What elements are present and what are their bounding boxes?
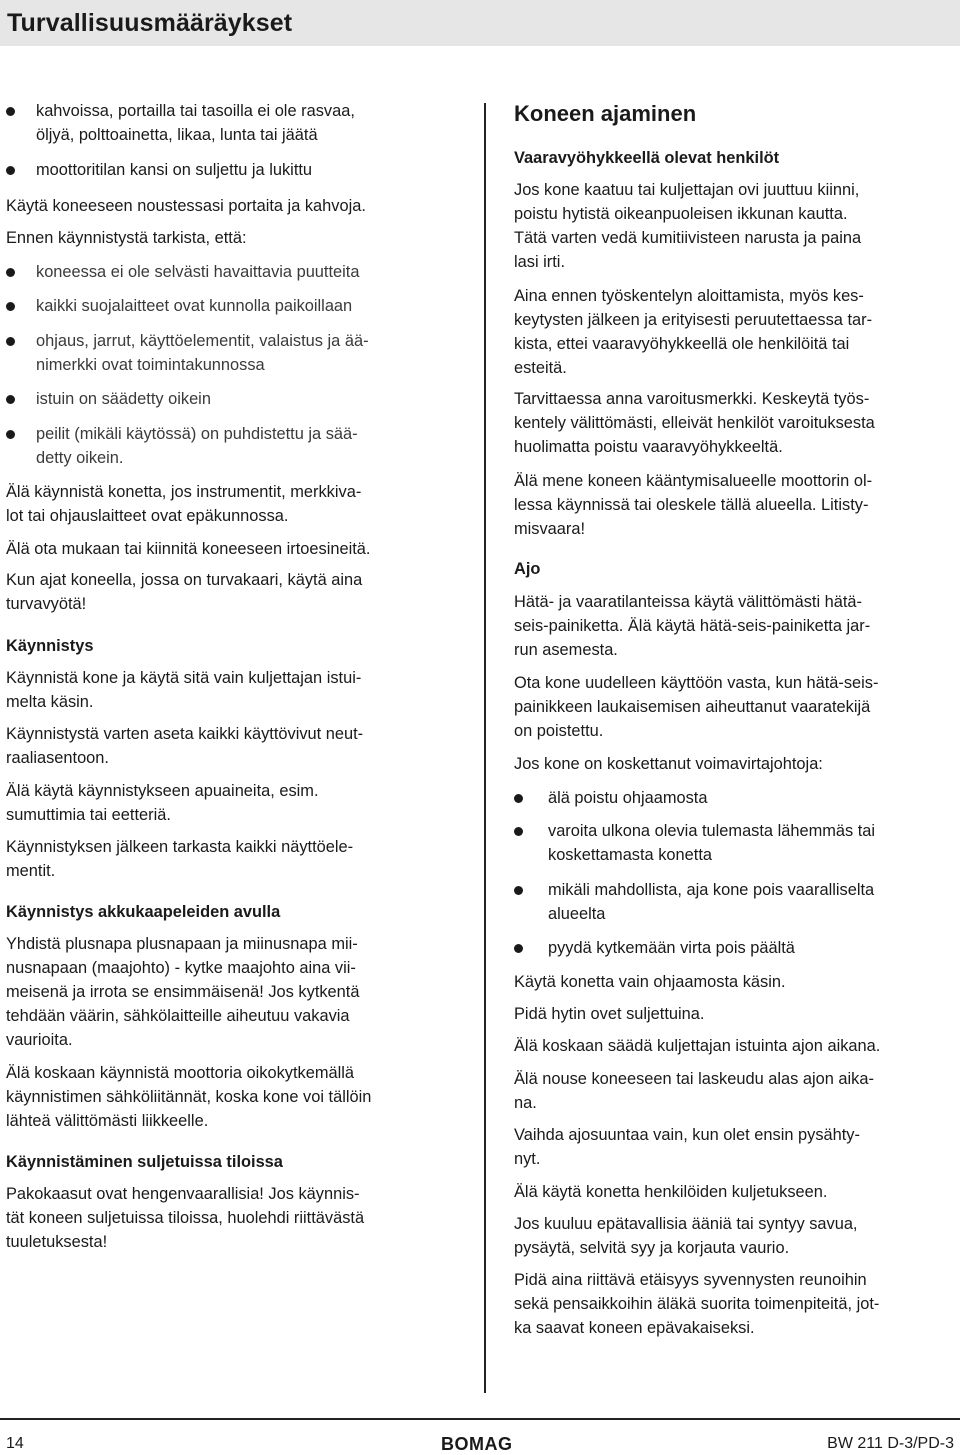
section-heading: Vaaravyöhykkeellä olevat henkilöt [514,149,780,167]
list-item-text: peilit (mikäli käytössä) on puhdistettu ja sää- detty oikein. [36,425,358,467]
bullet-icon [6,268,15,277]
paragraph: Käytä koneeseen noustessasi portaita ja kahvoja. [6,197,366,215]
bullet-icon [6,337,15,346]
paragraph: Jos kone on koskettanut voimavirtajohtoja: [514,755,823,773]
paragraph: Tarvittaessa anna varoitusmerkki. Keskeytä työs- kentely välittömästi, elleivät henkilöt varoituksesta huolimatta poistu vaaravyöhykkeeltä. [514,390,875,456]
paragraph: Aina ennen työskentelyn aloittamista, myös kes- keytysten jälkeen ja erityisesti peruutettaessa tar- kista, ettei vaaravyöhykkeellä ole henkilöitä tai esteitä. [514,287,873,377]
page-title: Turvallisuusmääräykset [7,9,293,37]
list-item-text: moottoritilan kansi on suljettu ja lukittu [36,161,313,179]
paragraph: Jos kone kaatuu tai kuljettajan ovi juuttuu kiinni, poistu hytistä oikeanpuoleisen ikkunan kautta. Tätä varten vedä kumitiivisteen narusta ja paina lasi irti. [514,181,862,271]
paragraph: Vaihda ajosuuntaa vain, kun olet ensin pysähty- nyt. [514,1126,860,1168]
paragraph: Käynnistystä varten aseta kaikki käyttövivut neut- raaliasentoon. [6,725,364,767]
column-divider [484,103,486,1393]
paragraph: Ennen käynnistystä tarkista, että: [6,229,247,247]
paragraph: Yhdistä plusnapa plusnapaan ja miinusnapa mii- nusnapaan (maajohto) - kytke maajohto aina vii- meisenä ja irrota se ensimmäisenä! Jos kytkentä tehdään väärin, sähkölaitteille aiheutuu vakavia vaurioita. [6,935,360,1049]
paragraph: Älä ota mukaan tai kiinnitä koneeseen irtoesineitä. [6,540,371,558]
bullet-icon [6,395,15,404]
list-item-text: istuin on säädetty oikein [36,390,211,408]
section-heading: Käynnistys akkukaapeleiden avulla [6,903,281,921]
list-item-text: kaikki suojalaitteet ovat kunnolla paikoillaan [36,297,353,315]
list-item-text: varoita ulkona olevia tulemasta lähemmäs tai koskettamasta konetta [548,822,876,864]
paragraph: Älä mene koneen kääntymisalueelle moottorin ol- lessa käynnissä tai oleskele tällä alueella. Litisty- misvaara! [514,472,873,538]
paragraph: Pidä aina riittävä etäisyys syvennysten reunoihin sekä pensaikkoihin äläkä suorita toimenpiteitä, jot- ka saavat koneen epävakaiseksi. [514,1271,880,1337]
paragraph: Käytä konetta vain ohjaamosta käsin. [514,973,786,991]
bullet-icon [6,430,15,439]
list-item-text: mikäli mahdollista, aja kone pois vaaralliselta alueelta [548,881,875,923]
footer-rule [0,1418,960,1420]
bullet-icon [6,302,15,311]
list-item-text: kahvoissa, portailla tai tasoilla ei ole rasvaa, öljyä, polttoainetta, likaa, lunta tai jäätä [36,102,355,144]
paragraph: Älä käynnistä konetta, jos instrumentit, merkkiva- lot tai ohjauslaitteet ovat epäkunnossa. [6,483,362,525]
brand-name: BOMAG [441,1434,513,1454]
paragraph: Älä koskaan säädä kuljettajan istuinta ajon aikana. [514,1037,881,1055]
paragraph: Pidä hytin ovet suljettuina. [514,1005,705,1023]
paragraph: Älä nouse koneeseen tai laskeudu alas ajon aika- na. [514,1070,874,1112]
list-item-text: koneessa ei ole selvästi havaittavia puutteita [36,263,360,281]
bullet-icon [6,107,15,116]
section-heading: Ajo [514,560,541,578]
bullet-icon [514,886,523,895]
paragraph: Älä käytä konetta henkilöiden kuljetukseen. [514,1183,828,1201]
bullet-icon [514,827,523,836]
paragraph: Älä koskaan käynnistä moottoria oikokytkemällä käynnistimen sähköliitännät, koska kone voi tällöin lähteä välittömästi liikkeelle. [6,1064,372,1130]
model-name: BW 211 D-3/PD-3 [827,1435,954,1452]
paragraph: Jos kuuluu epätavallisia ääniä tai syntyy savua, pysäytä, selvitä syy ja korjauta vaurio. [514,1215,858,1257]
paragraph: Älä käytä käynnistykseen apuaineita, esim. sumuttimia tai eetteriä. [6,782,319,824]
header-bar [0,0,960,46]
paragraph: Käynnistyksen jälkeen tarkasta kaikki näyttöele- mentit. [6,838,354,880]
list-item-text: älä poistu ohjaamosta [548,789,708,807]
paragraph: Kun ajat koneella, jossa on turvakaari, käytä aina turvavyötä! [6,571,363,613]
section-heading: Käynnistäminen suljetuissa tiloissa [6,1153,283,1171]
paragraph: Pakokaasut ovat hengenvaarallisia! Jos käynnis- tät koneen suljetuissa tiloissa, huolehdi riittävästä tuuletuksesta! [6,1185,365,1251]
section-heading: Käynnistys [6,637,94,655]
list-item-text: pyydä kytkemään virta pois päältä [548,939,795,957]
page-number: 14 [6,1435,24,1452]
bullet-icon [6,166,15,175]
bullet-icon [514,794,523,803]
list-item-text: ohjaus, jarrut, käyttöelementit, valaistus ja ää- nimerkki ovat toimintakunnossa [36,332,369,374]
paragraph: Käynnistä kone ja käytä sitä vain kuljettajan istui- melta käsin. [6,669,362,711]
bullet-icon [514,944,523,953]
paragraph: Hätä- ja vaaratilanteissa käytä välittömästi hätä- seis-painiketta. Älä käytä hätä-seis-painiketta jar- run asemesta. [514,593,871,659]
section-title: Koneen ajaminen [514,101,697,126]
paragraph: Ota kone uudelleen käyttöön vasta, kun hätä-seis- painikkeen laukaisemisen aiheuttanut vaaratekijä on poistettu. [514,674,879,740]
